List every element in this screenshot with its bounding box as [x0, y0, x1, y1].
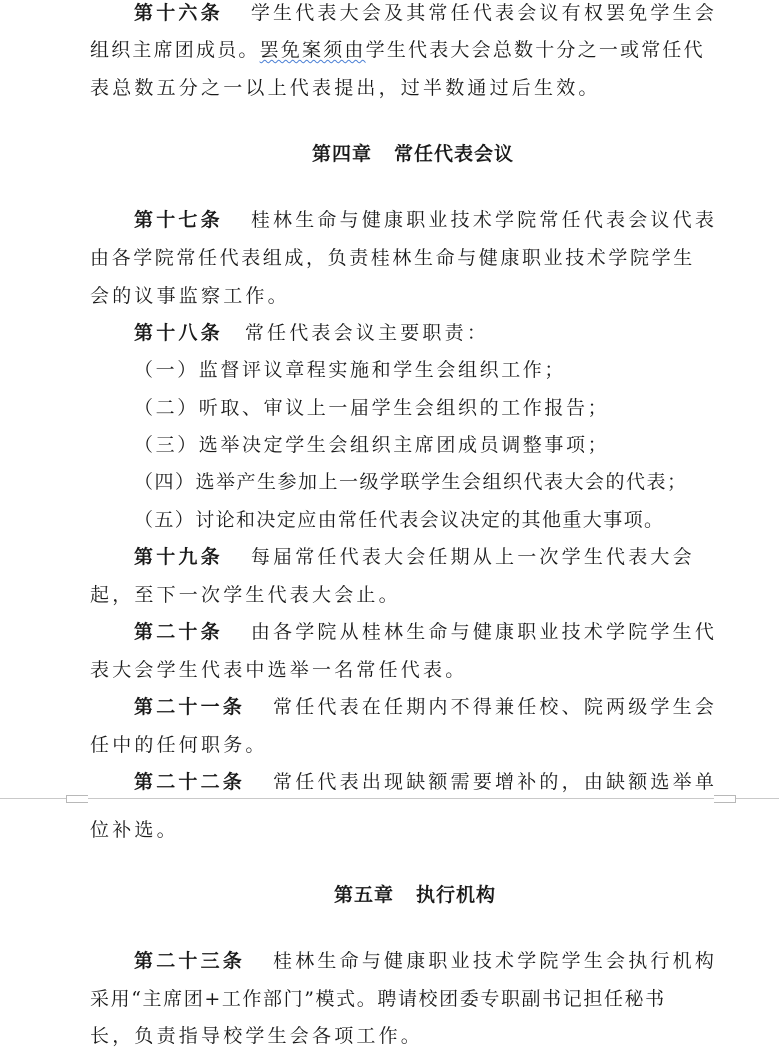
art21-line1: 第二十一条 常任代表在任期内不得兼任校、院两级学生会: [134, 696, 718, 718]
art21-label: 第二十一条: [134, 696, 246, 718]
art16-text: 学生代表大会及其常任代表会议有权罢免学生会: [250, 2, 718, 24]
art18-item-5: （五）讨论和决定应由常任代表会议决定的其他重大事项。: [134, 509, 665, 531]
art18-line1: 第十八条 常任代表会议主要职责：: [134, 322, 490, 344]
chapter4-heading: [312, 142, 514, 166]
chapter5-heading: [334, 883, 496, 907]
art19-line1: 第十九条 每届常任代表大会任期从上一次学生代表大会: [134, 546, 695, 568]
art18-label: 第十八条: [134, 322, 223, 344]
art17-line1: 第十七条 桂林生命与健康职业技术学院常任代表会议代表: [134, 209, 718, 231]
art16-line2: 组织主席团成员。罢免案须由学生代表大会总数十分之一或常任代: [90, 39, 705, 61]
art17-line3: 会的议事监察工作。: [90, 285, 290, 307]
art18-item-2: （二）听取、审议上一届学生会组织的工作报告；: [134, 397, 610, 419]
art23-line3: 长，负责指导校学生会各项工作。: [90, 1025, 424, 1047]
art18-item-1: （一）监督评议章程实施和学生会组织工作；: [134, 359, 567, 381]
art23-line1: 第二十三条 桂林生命与健康职业技术学院学生会执行机构: [134, 950, 718, 972]
art23-line2: 采用“主席团+工作部门”模式。聘请校团委专职副书记担任秘书: [90, 988, 666, 1010]
art19-label: 第十九条: [134, 546, 223, 568]
art17-line2: 由各学院常任代表组成，负责桂林生命与健康职业技术学院学生: [90, 247, 695, 269]
art20-line1: 第二十条 由各学院从桂林生命与健康职业技术学院学生代: [134, 621, 718, 643]
art16-line1: [134, 1, 717, 25]
margin-marker-left: [66, 795, 88, 803]
chapter4-title: 常任代表会议: [394, 143, 515, 165]
art22-label: 第二十二条: [134, 771, 246, 793]
art22-line1: 第二十二条 常任代表出现缺额需要增补的，由缺额选举单: [134, 771, 718, 793]
margin-marker-right: [714, 795, 736, 803]
page-break: [0, 798, 779, 799]
art18-item-4: （四）选举产生参加上一级学联学生会组织代表大会的代表；: [134, 471, 688, 493]
art19-line2: 起，至下一次学生代表大会止。: [90, 584, 401, 606]
chapter5-number: 第五章: [334, 884, 395, 906]
art16-line3: 表总数五分之一以上代表提出，过半数通过后生效。: [90, 77, 601, 99]
grammar-mark: 罢免案须由: [259, 39, 366, 61]
art16-label: 第十六条: [134, 2, 223, 24]
art20-label: 第二十条: [134, 621, 223, 643]
art17-label: 第十七条: [134, 209, 223, 231]
art22-continuation: 位补选。: [90, 819, 179, 841]
art21-line2: 任中的任何职务。: [90, 734, 268, 756]
art18-item-3: （三）选举决定学生会组织主席团成员调整事项；: [134, 434, 610, 456]
art20-line2: 表大会学生代表中选举一名常任代表。: [90, 659, 468, 681]
art23-label: 第二十三条: [134, 950, 246, 972]
chapter4-number: 第四章: [312, 143, 373, 165]
chapter5-title: 执行机构: [416, 884, 497, 906]
